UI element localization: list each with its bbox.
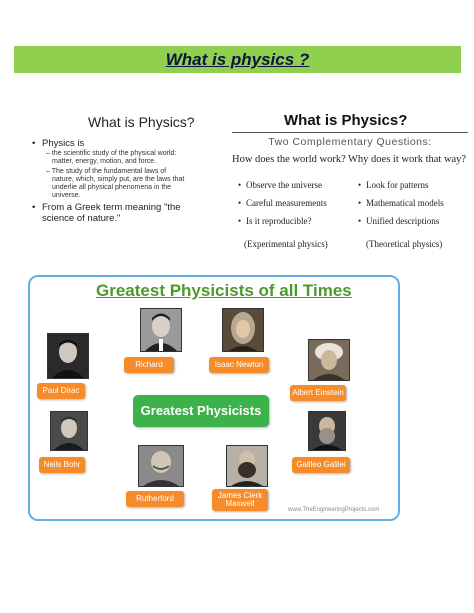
sub-bullet-2-line-4: universe. [52,192,81,199]
bullet-greek-line-2: science of nature." [42,213,121,224]
portrait-rutherford [138,445,184,487]
left-item-2: Careful measurements [246,198,327,208]
page-title: What is physics ? [165,50,310,69]
bullet-dot: • [358,198,362,208]
left-item-1: Observe the universe [246,180,322,190]
sub-bullet-2-line-3: underlie all physical phenomena in the [52,184,172,191]
question-how: How does the world work? [232,154,346,165]
portrait-neils-bohr [50,411,88,451]
center-label: Greatest Physicists [133,395,269,427]
question-why: Why does it work that way? [348,154,467,165]
title-bar [14,46,461,73]
label-rutherford: Rutherford [126,491,184,507]
sub-bullet-1-line-1: – the scientific study of the physical world: [46,150,177,157]
bullet-dot: • [358,216,362,226]
portrait-richard [140,308,182,352]
portrait-isaac-newton [222,308,264,352]
caption-experimental: (Experimental physics) [244,239,328,249]
portrait-paul-dirac [47,333,89,379]
sub-bullet-2-line-2: nature, which, simply put, are the laws that [52,176,185,183]
bullet-dot: • [238,198,242,208]
bullet-greek-line-1: From a Greek term meaning "the [42,202,181,213]
label-james-clerk-maxwell: James Clerk Maxwell [212,489,268,511]
portrait-albert-einstein [308,339,350,381]
label-richard: Richard [124,357,174,373]
bullet-dot: • [238,216,242,226]
label-galileo-galilei: Galileo Galilei [292,457,350,473]
label-paul-dirac: Paul Dirac [37,383,85,399]
bullet-dot: • [358,180,362,190]
slide-left-title: What is Physics? [88,114,195,130]
slide-right-title: What is Physics? [284,112,408,129]
credit-text: www.TheEngineeringProjects.com [288,507,380,513]
right-item-1: Look for patterns [366,180,429,190]
label-isaac-newton: Isaac Newton [209,357,269,373]
caption-theoretical: (Theoretical physics) [366,239,443,249]
infographic-title: Greatest Physicists of all Times [96,281,352,300]
sub-bullet-2-line-1: – The study of the fundamental laws of [46,168,167,175]
bullet-dot: • [32,138,36,149]
right-item-3: Unified descriptions [366,216,440,226]
portrait-james-clerk-maxwell [226,445,268,487]
bullet-dot: • [32,202,36,213]
sub-bullet-1-line-2: matter, energy, motion, and force. [52,158,157,165]
bullet-physics-is: Physics is [42,138,85,149]
slide-right-subtitle: Two Complementary Questions: [268,136,432,148]
slide-what-is-physics-right [232,108,468,253]
right-item-2: Mathematical models [366,198,444,208]
portrait-galileo-galilei [308,411,346,451]
left-item-3: Is it reproducible? [246,216,312,226]
slide-what-is-physics-left [28,108,220,238]
physicists-infographic [28,275,400,521]
label-albert-einstein: Albert Einstein [290,385,346,401]
label-neils-bohr: Neils Bohr [39,457,85,473]
bullet-dot: • [238,180,242,190]
divider [232,132,468,133]
